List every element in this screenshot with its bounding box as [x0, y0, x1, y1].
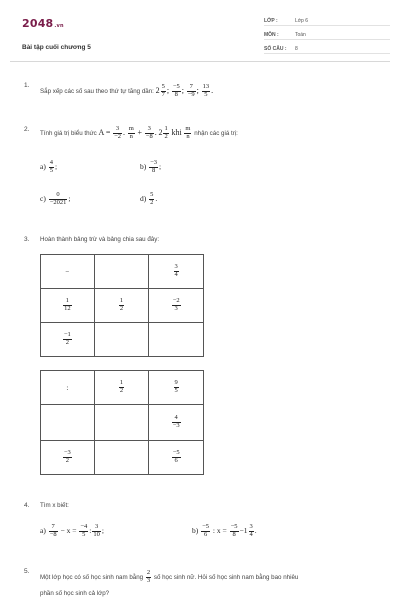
q2-fa3-num: 1	[164, 125, 168, 132]
q4-a-frac-1: $\frac{7}{-8}$	[49, 523, 57, 538]
q2-whole: 2	[158, 127, 163, 137]
t2-row1-col3: $\frac{4}{-3}$	[149, 405, 204, 441]
q4-a-mid: − x =	[60, 526, 77, 536]
q2-khi: khi	[171, 127, 182, 137]
t1-row1-col3: $\frac{-2}{3}$	[149, 289, 204, 323]
q1-end: .	[211, 85, 214, 95]
q2-d-frac	[149, 192, 154, 207]
q1-fraction-1	[161, 84, 166, 99]
t1-row2-col1: $\frac{-1}{2}$	[41, 323, 95, 357]
q1-f3-den: −9	[187, 90, 195, 98]
q2-fm-num: m	[128, 125, 134, 132]
q2-frac-m	[128, 126, 135, 141]
meta-subject-value: Toán	[295, 32, 306, 38]
q2-a-frac	[49, 160, 54, 175]
q2-d-num: 5	[150, 191, 154, 198]
t1-header-2[interactable]	[94, 255, 149, 289]
logo-text: 2048	[22, 17, 54, 30]
q2-tail: nhận các giá trị:	[194, 129, 238, 137]
q1-f1-num: 5	[161, 83, 165, 90]
q2-c-frac	[49, 191, 71, 207]
q2-d-label: d)	[140, 194, 147, 204]
q1-sep-2: ;	[181, 85, 184, 95]
q2-c-num: 0	[49, 192, 68, 200]
q1-f3-num: 7	[187, 84, 196, 92]
q5-number: 5.	[24, 568, 30, 575]
q2-option-d	[140, 192, 157, 207]
t2-header-2: $\frac{1}{2}$	[94, 371, 149, 405]
q4-b-mid: : x =	[212, 526, 227, 536]
q4-a-colon: :	[89, 526, 92, 536]
t1-row1-col1: $\frac{1}{12}$	[41, 289, 95, 323]
q2-fa3-den: 2	[164, 132, 168, 140]
t2-operator: :	[66, 383, 69, 392]
q2-option-b	[140, 160, 161, 175]
t1-operator-cell	[41, 255, 95, 289]
meta-class-label: LỚP :	[264, 18, 278, 24]
q2-fm2-den: n	[186, 132, 190, 140]
division-table	[40, 370, 204, 475]
meta-subject-label: MÔN :	[264, 32, 279, 38]
logo[interactable]	[22, 17, 64, 30]
page-title: Bài tập cuối chương 5	[22, 44, 91, 51]
q1-sep-1: ;	[166, 85, 170, 95]
q2-fa2-num: 3	[145, 126, 154, 134]
q4-a-label: a)	[40, 526, 46, 536]
q2-a-semi: ;	[54, 162, 58, 172]
t2-row2-col3: $\frac{-5}{6}$	[149, 441, 204, 475]
q5-text-1: Một lớp học có số học sinh nam bằng	[40, 573, 144, 581]
q1-f2-num: −5	[172, 83, 180, 90]
t1-row1-col2: $\frac{1}{2}$	[94, 289, 149, 323]
q2-dot-2: .	[154, 127, 157, 137]
q2-b-label: b)	[140, 162, 147, 172]
q2-fa2-den: −8	[145, 132, 153, 140]
meta-class-row	[264, 16, 390, 26]
q2-fa1-num: 3	[113, 126, 122, 134]
q5-frac: $\frac{2}{3}$	[146, 569, 151, 584]
q2-option-c	[40, 192, 70, 207]
q2-number: 2.	[24, 126, 30, 133]
q4-b-frac-1: $\frac{-5}{6}$	[202, 523, 210, 538]
q4-part-a	[40, 524, 104, 539]
q4-text: Tìm x biết:	[40, 502, 69, 509]
q2-d-den: 2	[150, 198, 154, 206]
q1-f2-den: 8	[174, 90, 178, 98]
meta-count-value: 8	[295, 46, 298, 52]
q4-b-label: b)	[192, 526, 199, 536]
q2-frac-1	[113, 126, 122, 141]
t2-row2-col2[interactable]	[94, 441, 149, 475]
q1-f1-den: 7	[161, 90, 165, 98]
worksheet-header	[10, 10, 390, 62]
q2-a-den: 5	[49, 166, 53, 174]
q2-option-a	[40, 160, 57, 175]
q4-b-minus: −1	[239, 526, 248, 536]
q4-b-end: .	[254, 526, 257, 536]
t2-header-3: $\frac{9}{5}$	[149, 371, 204, 405]
t1-header-3: $\frac{3}{4}$	[149, 255, 204, 289]
q1-fraction-2	[172, 84, 181, 99]
q3-number: 3.	[24, 236, 30, 243]
q5-text-2: số học sinh nữ. Hỏi số học sinh nam bằng bao nhiêu	[153, 573, 299, 581]
q4-number: 4.	[24, 502, 30, 509]
meta-count-row	[264, 44, 390, 54]
q2-b-frac	[149, 160, 158, 175]
q2-a-label: a)	[40, 162, 46, 172]
q4-a-frac-3: $\frac{3}{10}$	[93, 523, 100, 538]
q1-f4-num: 13	[202, 83, 210, 90]
q2-fa1-den: −2	[114, 132, 122, 140]
q2-dot-1: .	[123, 127, 126, 137]
q2-frac-2	[145, 126, 154, 141]
meta-class-value: Lớp 6	[295, 18, 309, 24]
t1-row2-col3[interactable]	[149, 323, 204, 357]
q1-prompt: Sắp xếp các số sau theo thứ tự tăng dần:	[40, 87, 154, 95]
meta-subject-row	[264, 30, 390, 40]
t2-operator-cell	[41, 371, 95, 405]
q5-text-3: phần số học sinh cả lớp?	[40, 590, 110, 597]
q2-plus: +	[137, 127, 143, 137]
q4-b-frac-3: $\frac{3}{4}$	[249, 523, 253, 538]
q1-text	[40, 84, 213, 99]
q2-b-den: 8	[151, 166, 156, 174]
q4-part-b	[192, 524, 257, 539]
q2-c-semi: ;	[68, 194, 71, 204]
q2-fm-den: n	[129, 132, 133, 140]
meta-count-label: SỐ CÂU :	[264, 46, 287, 52]
q2-a-num: 4	[49, 159, 53, 166]
q1-sep-3: ;	[196, 85, 199, 95]
q2-d-end: .	[155, 194, 158, 204]
q1-whole: 2	[155, 85, 160, 95]
q1-fraction-3	[187, 84, 196, 99]
q2-b-semi: ;	[159, 162, 162, 172]
q2-expr-a: A =	[98, 127, 111, 137]
q4-b-frac-2: $\frac{-5}{8}$	[230, 523, 238, 538]
t2-row1-col1[interactable]	[41, 405, 95, 441]
t2-row2-col1: $\frac{-3}{2}$	[41, 441, 95, 475]
q2-c-label: c)	[40, 194, 46, 204]
q4-a-end: ;	[101, 526, 104, 536]
q2-b-num: −3	[150, 159, 158, 166]
logo-suffix: .vn	[54, 23, 64, 29]
q1-fraction-4	[202, 83, 214, 99]
q2-frac-m2	[184, 126, 191, 141]
q5-text	[40, 570, 298, 585]
t1-row2-col2[interactable]	[94, 323, 149, 357]
q2-c-den: −2021	[49, 198, 67, 206]
q2-frac-3	[163, 126, 168, 141]
subtraction-table	[40, 254, 204, 357]
q1-number: 1.	[24, 82, 30, 89]
q2-fm2-num: m	[185, 125, 191, 132]
t1-operator: −	[65, 267, 70, 276]
q2-prompt: Tính giá trị biểu thức	[40, 129, 97, 137]
q1-f4-den: 5	[204, 90, 208, 98]
q3-text: Hoàn thành bảng trừ và bảng chia sau đây:	[40, 236, 160, 243]
q2-text	[40, 126, 238, 141]
q4-a-frac-2: $\frac{-4}{5}$	[80, 523, 88, 538]
t2-row1-col2[interactable]	[94, 405, 149, 441]
